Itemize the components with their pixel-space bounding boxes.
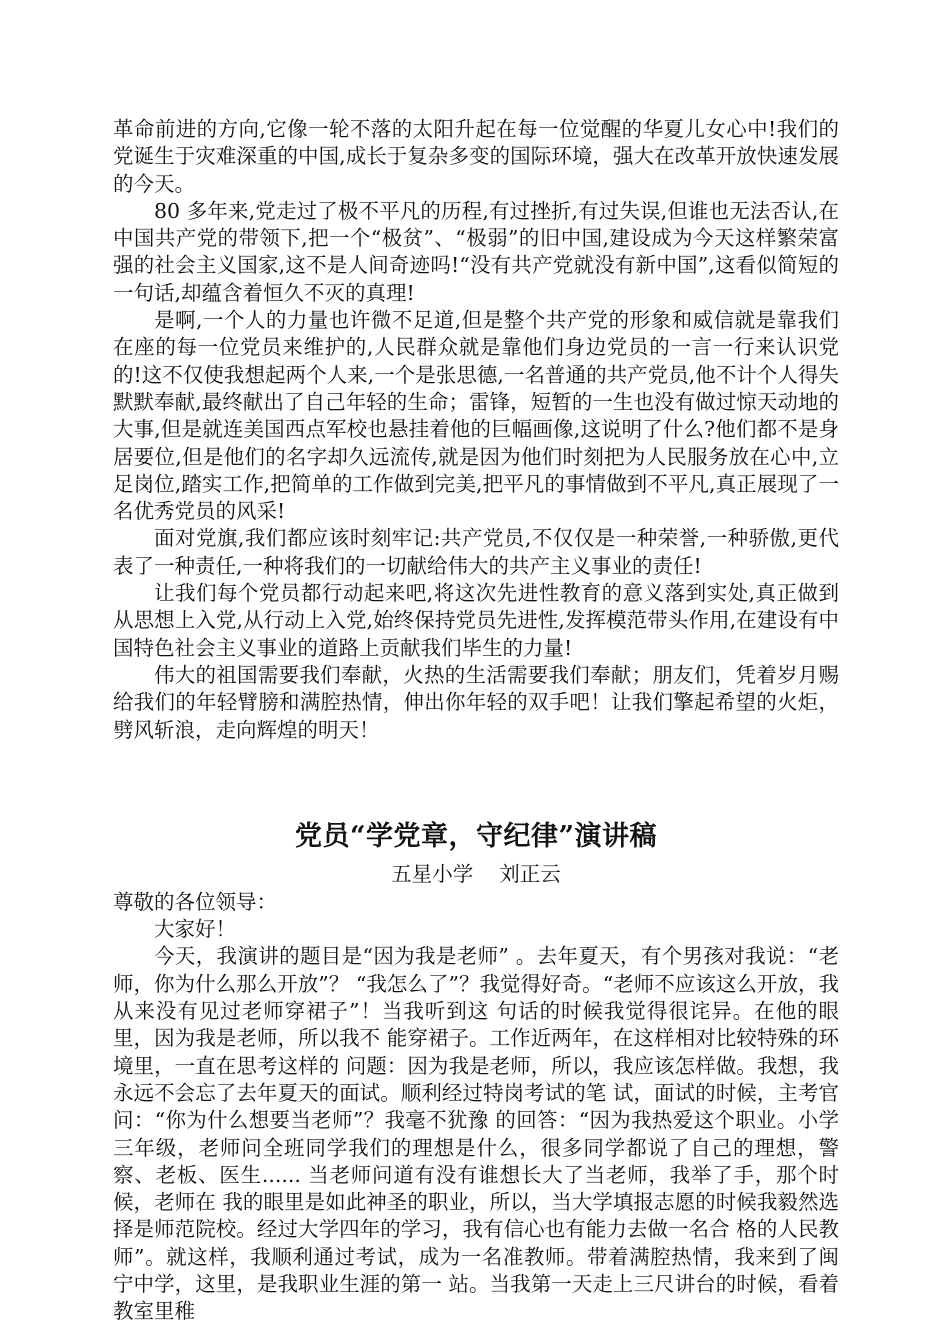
- paragraph-1: 革命前进的方向,它像一轮不落的太阳升起在每一位觉醒的华夏儿女心中!我们的党诞生于灾难深重的中国,成长于复杂多变的国际环境，强大在改革开放快速发展的今天。: [113, 117, 839, 196]
- speech-title: 党员“学党章，守纪律”演讲稿: [294, 820, 658, 852]
- salutation: 尊敬的各位领导：: [113, 889, 277, 914]
- document-page: [113, 116, 839, 1326]
- paragraph-5: 让我们每个党员都行动起来吧,将这次先进性教育的意义落到实处,真正做到从思想上入党,从行动上入党,始终保持党员先进性,发挥模范带头作用,在建设有中国特色社会主义事业的道路上贡献我们毕生的力量!: [113, 581, 839, 660]
- paragraph-6: 伟大的祖国需要我们奉献，火热的生活需要我们奉献；朋友们，凭着岁月赐给我们的年轻臂膀和满腔热情，伸出你年轻的双手吧！让我们擎起希望的火炬，劈风斩浪，走向辉煌的明天！: [113, 662, 839, 742]
- author-byline: 五星小学 刘正云: [391, 861, 561, 886]
- paragraph-3: 是啊,一个人的力量也许微不足道,但是整个共产党的形象和威信就是靠我们在座的每一位党员来维护的,人民群众就是靠他们身边党员的一言一行来认识党的!这不仅使我想起两个人来,一个是张思德,一名普通的共产党员,他不计个人得失默默奉献,最终献出了自己年轻的生命；雷锋，短暂的一生也没有做过惊天动地的大事,但是就连美国西点军校也悬挂着他的巨幅画像,这说明了什么?他们都不是身居要位,但是他们的名字却久远流传,就是因为他们时刻把为人民服务放在心中,立足岗位,踏实工作,把简单的工作做到完美,把平凡的事情做到不平凡,真正展现了一名优秀党员的风采!: [113, 308, 839, 524]
- paragraph-4: 面对党旗,我们都应该时刻牢记:共产党员,不仅仅是一种荣誉,一种骄傲,更代表了一种责任,一种将我们的一切献给伟大的共产主义事业的责任!: [113, 526, 839, 578]
- paragraph-2: 80 多年来,党走过了极不平凡的历程,有过挫折,有过失误,但谁也无法否认,在中国共产党的带领下,把一个“极贫”、“极弱”的旧中国,建设成为今天这样繁荣富强的社会主义国家,这不是人间奇迹吗!“没有共产党就没有新中国”,这看似简短的一句话,却蕴含着恒久不灭的真理!: [113, 198, 839, 305]
- speech-body: 今天，我演讲的题目是“因为我是老师” 。去年夏天，有个男孩对我说：“老师，你为什么那么开放”？ “我怎么了”？我觉得好奇。“老师不应该这么开放，我从来没有见过老师穿裙子”！当我听到这 句话的时候我觉得很诧异。在他的眼里，因为我是老师，所以我不 能穿裙子。工作近两年，在这样相对比较特殊的环境里，一直在思考这样的 问题：因为我是老师，所以，我应该怎样做。我想，我永远不会忘了去年夏天的面试。顺利经过特岗考试的笔 试，面试的时候，主考官问：“你为什么想要当老师”？我毫不犹豫 的回答：“因为我热爱这个职业。小学三年级，老师问全班同学我们的理想是什么，很多同学都说了自己的理想，警察、老板、医生...... 当老师问道有没有谁想长大了当老师，我举了手，那个时候，老师在 我的眼里是如此神圣的职业，所以，当大学填报志愿的时候我毅然选 择是师范院校。经过大学四年的学习，我有信心也有能力去做一名合 格的人民教师”。就这样，我顺利通过考试，成为一名准教师。带着满腔热情，我来到了闽宁中学，这里，是我职业生涯的第一 站。当我第一天走上三尺讲台的时候，看着教室里稚: [113, 944, 839, 1324]
- greeting: 大家好！: [154, 917, 236, 942]
